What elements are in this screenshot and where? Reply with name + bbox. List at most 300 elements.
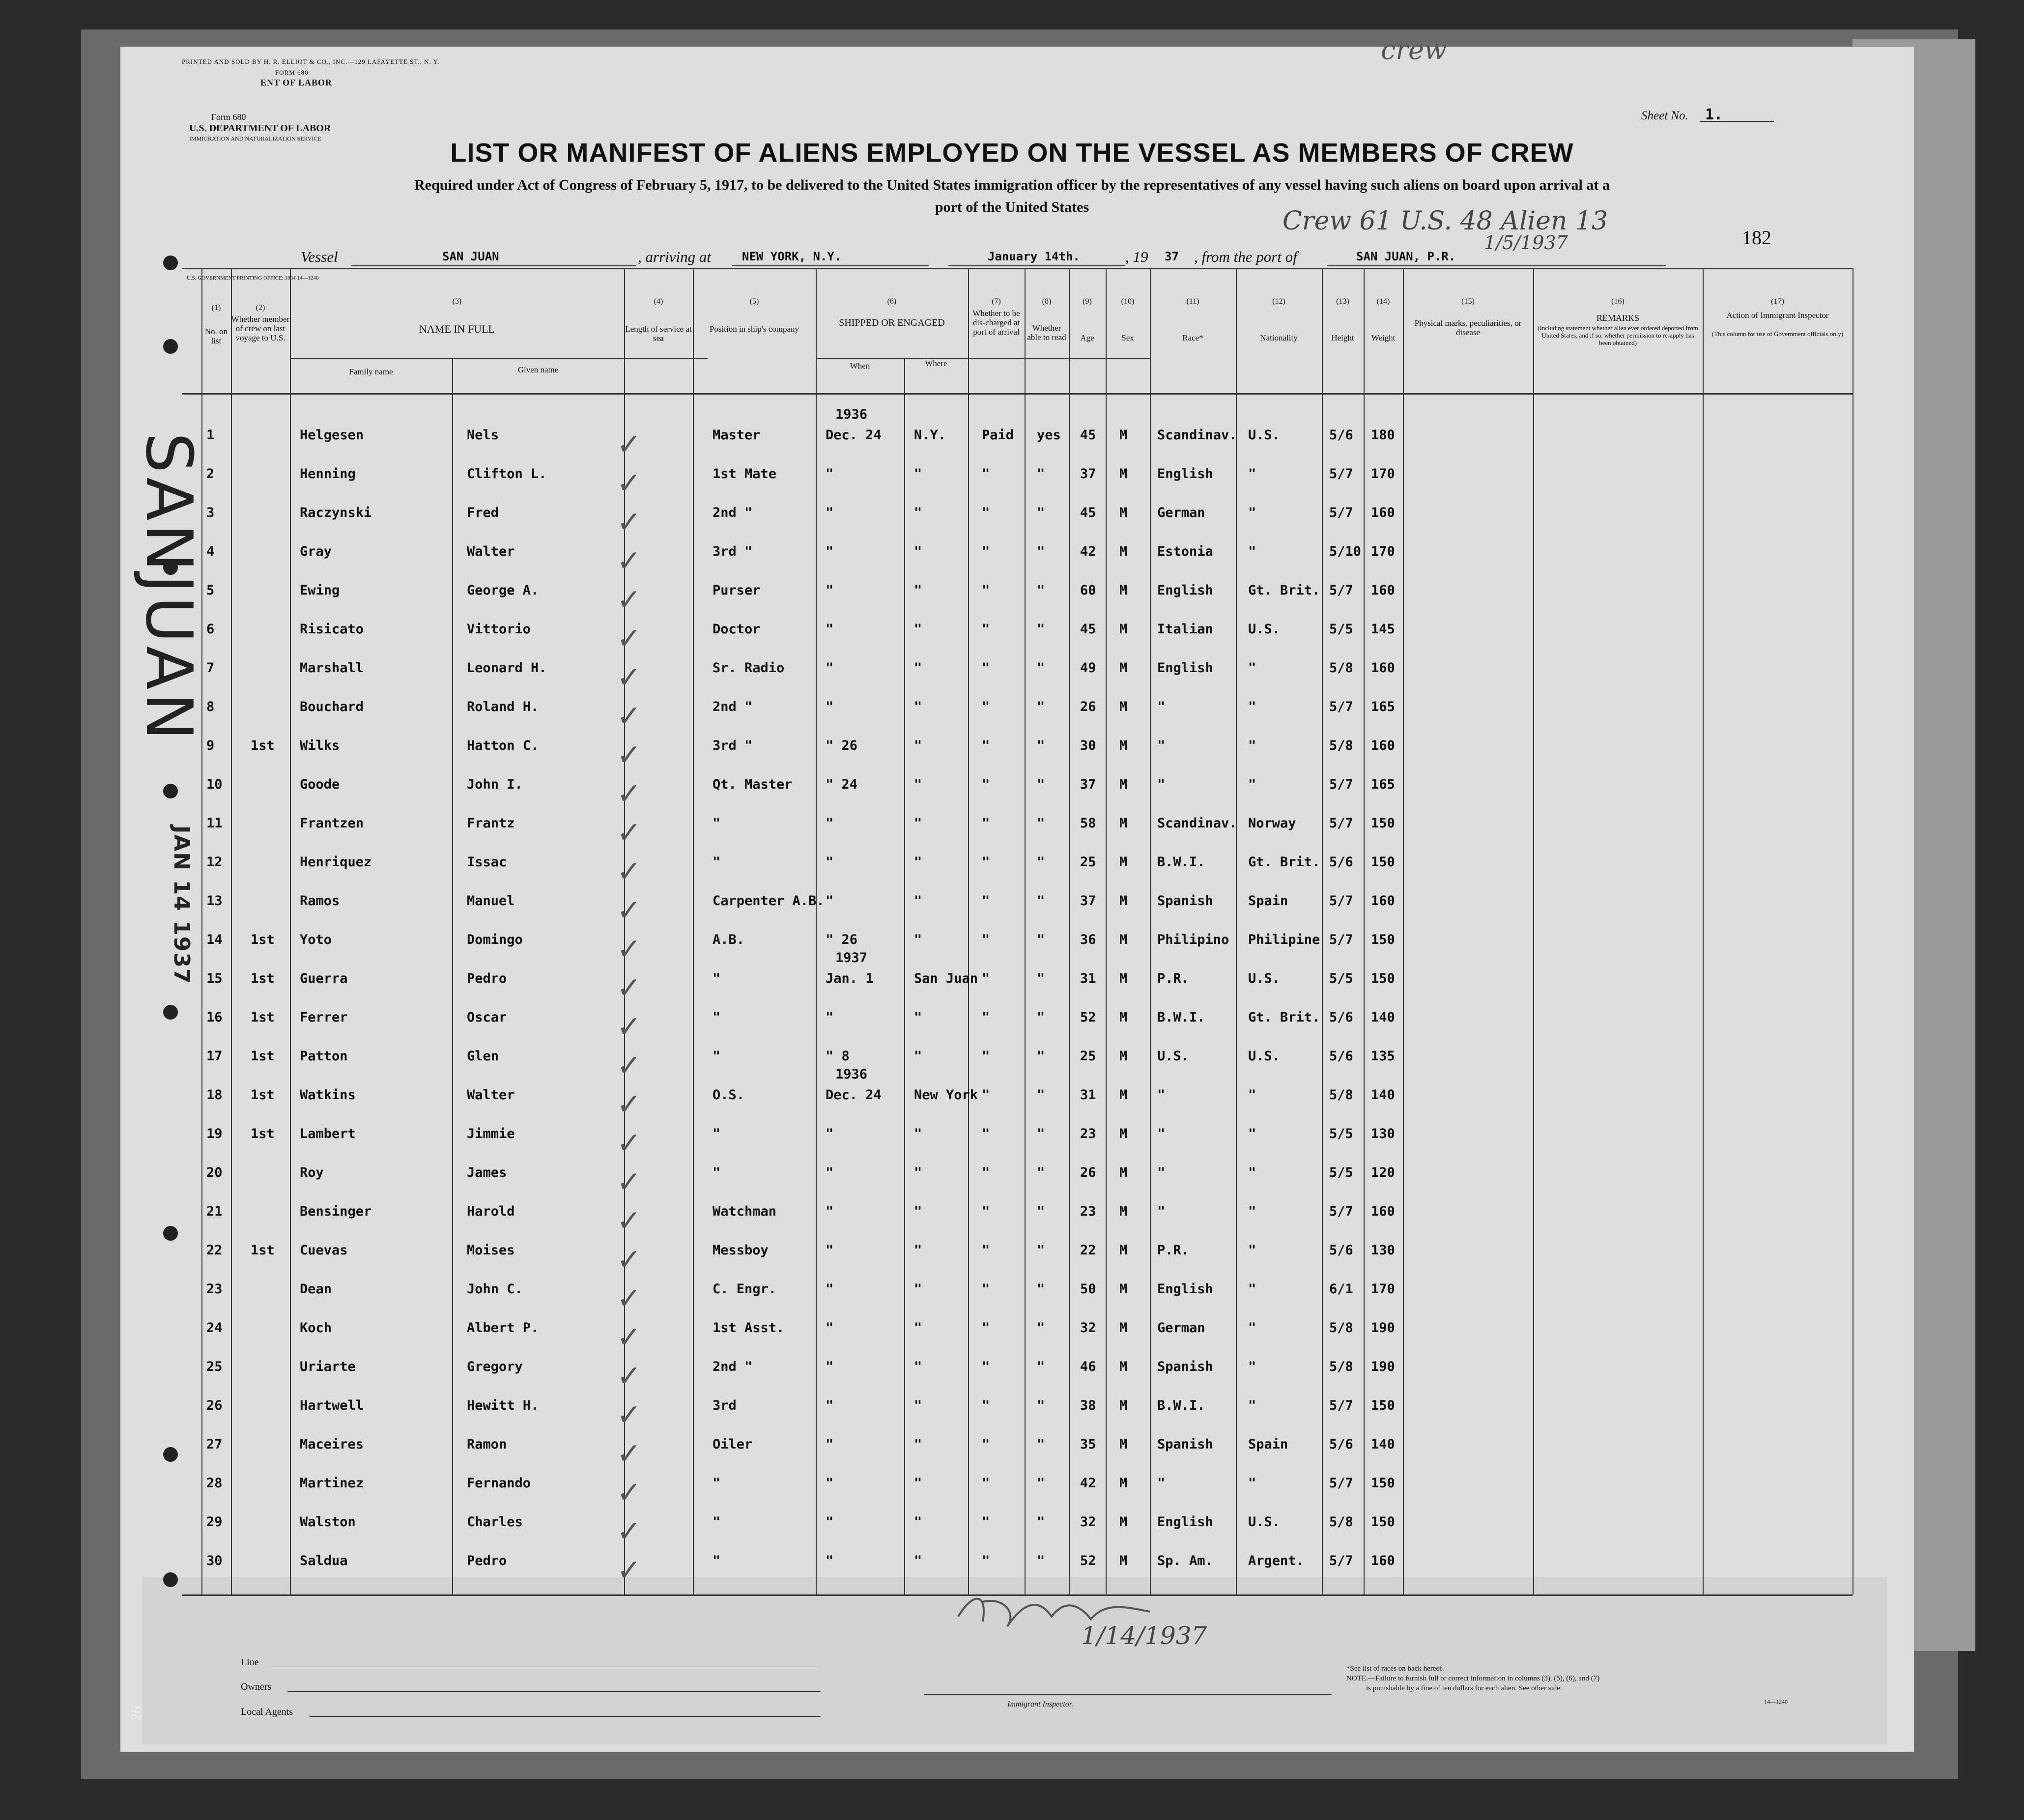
cell-race: P.R.	[1157, 1243, 1190, 1258]
cell-position: 3rd	[713, 1398, 737, 1413]
cell-when: Dec. 24	[826, 1087, 882, 1103]
table-row	[0, 1194, 2024, 1238]
col-num-10: (10)	[1121, 297, 1135, 306]
footer-form-number: 14—1240	[1764, 1698, 1788, 1705]
cell-sex: M	[1119, 1010, 1128, 1025]
table-row	[0, 922, 2024, 967]
cell-able-to-read: "	[1037, 1514, 1045, 1530]
cell-position: 2nd "	[713, 505, 753, 520]
cell-height: 5/8	[1329, 738, 1353, 753]
cell-able-to-read: "	[1037, 738, 1045, 753]
checkmark-icon: ✓	[617, 1437, 642, 1471]
checkmark-icon: ✓	[617, 893, 642, 928]
cell-position: Doctor	[713, 622, 761, 637]
cell-where: "	[914, 1476, 922, 1491]
cell-when: "	[826, 816, 834, 831]
cell-nationality: Gt. Brit.	[1248, 854, 1320, 870]
cell-age: 42	[1080, 1476, 1096, 1491]
cell-family-name: Frantzen	[300, 816, 364, 831]
cell-height: 5/7	[1329, 1476, 1353, 1491]
table-row	[0, 1067, 2024, 1122]
checkmark-icon: ✓	[617, 816, 642, 850]
cell-position: Master	[713, 427, 761, 443]
table-row	[0, 495, 2024, 540]
footer-line-label: Line	[241, 1657, 259, 1668]
cell-able-to-read: "	[1037, 816, 1045, 831]
cell-weight: 165	[1371, 777, 1395, 792]
cell-when: "	[826, 1126, 834, 1141]
cell-family-name: Ewing	[300, 583, 340, 598]
cell-family-name: Saldua	[300, 1553, 348, 1568]
printer-credit: PRINTED AND SOLD BY H. R. ELLIOT & CO., INC.—129 LAFAYETTE ST., N. Y.	[182, 58, 440, 65]
cell-able-to-read: "	[1037, 1204, 1045, 1219]
cell-age: 42	[1080, 544, 1096, 559]
cell-when-year: 1936	[835, 407, 868, 422]
cell-when: "	[826, 1476, 834, 1491]
table-row	[0, 1233, 2024, 1277]
cell-discharged: "	[982, 466, 990, 482]
table-row	[0, 950, 2024, 1005]
cell-nationality: "	[1248, 1320, 1256, 1336]
cell-position: Sr. Radio	[713, 660, 785, 676]
footer-local-agents-label: Local Agents	[241, 1706, 293, 1717]
cell-given-name: Hatton C.	[467, 738, 539, 753]
cell-no: 19	[206, 1126, 223, 1141]
cell-race: Estonia	[1157, 544, 1213, 559]
cell-family-name: Risicato	[300, 622, 364, 637]
cell-sex: M	[1119, 1165, 1128, 1180]
cell-family-name: Raczynski	[300, 505, 372, 520]
cell-where: "	[914, 1049, 922, 1064]
cell-age: 23	[1080, 1204, 1096, 1219]
cell-family-name: Roy	[300, 1165, 324, 1180]
cell-position: "	[713, 1165, 721, 1180]
cell-height: 5/7	[1329, 466, 1353, 482]
cell-position: 3rd "	[713, 544, 753, 559]
cell-age: 36	[1080, 932, 1096, 947]
header-able-to-read: Whether able to read	[1027, 323, 1066, 342]
cell-where: "	[914, 1514, 922, 1530]
cell-given-name: Moises	[467, 1243, 515, 1258]
cell-where: "	[914, 699, 922, 714]
page-title: LIST OR MANIFEST OF ALIENS EMPLOYED ON THE VESSEL AS MEMBERS OF CREW	[450, 138, 1574, 168]
cell-no: 13	[206, 893, 223, 909]
cell-race: Spanish	[1157, 1359, 1213, 1374]
cell-age: 26	[1080, 1165, 1096, 1180]
cell-when: "	[826, 1553, 834, 1568]
cell-where: "	[914, 660, 922, 676]
cell-last-voyage: 1st	[251, 1243, 275, 1258]
cell-discharged: "	[982, 971, 990, 986]
cell-sex: M	[1119, 971, 1128, 986]
cell-race: English	[1157, 1281, 1213, 1297]
cell-sex: M	[1119, 816, 1128, 831]
cell-weight: 160	[1371, 583, 1395, 598]
col-num-8: (8)	[1042, 297, 1052, 306]
cell-no: 16	[206, 1010, 223, 1025]
cell-discharged: Paid	[982, 427, 1014, 443]
cell-race: "	[1157, 1126, 1166, 1141]
header-weight: Weight	[1371, 333, 1396, 342]
cell-where: "	[914, 1320, 922, 1336]
cell-where: San Juan	[914, 971, 978, 986]
cell-when: "	[826, 1398, 834, 1413]
cell-last-voyage: 1st	[251, 1049, 275, 1064]
sheet-label: Sheet No.	[1641, 109, 1688, 122]
header-nationality: Nationality	[1260, 333, 1298, 342]
checkmark-icon: ✓	[617, 1049, 642, 1083]
cell-height: 5/10	[1329, 544, 1362, 559]
cell-position: C. Engr.	[713, 1281, 777, 1297]
cell-when: "	[826, 622, 834, 637]
footer-inspector-label: Immigrant Inspector.	[1007, 1700, 1074, 1708]
header-sex: Sex	[1121, 333, 1134, 342]
cell-family-name: Goode	[300, 777, 340, 792]
cell-sex: M	[1119, 505, 1128, 520]
cell-family-name: Cuevas	[300, 1243, 348, 1258]
cell-sex: M	[1119, 1514, 1128, 1530]
cell-able-to-read: "	[1037, 544, 1045, 559]
checkmark-icon: ✓	[617, 854, 642, 889]
cell-family-name: Lambert	[300, 1126, 356, 1141]
cell-last-voyage: 1st	[251, 971, 275, 986]
cell-weight: 130	[1371, 1126, 1395, 1141]
cell-discharged: "	[982, 893, 990, 909]
cell-discharged: "	[982, 1087, 990, 1103]
cell-nationality: U.S.	[1248, 622, 1281, 637]
table-row	[0, 1272, 2024, 1316]
cell-position: "	[713, 1010, 721, 1025]
checkmark-icon: ✓	[617, 466, 642, 501]
cell-age: 50	[1080, 1281, 1096, 1297]
cell-height: 5/8	[1329, 1359, 1353, 1374]
cell-given-name: Manuel	[467, 893, 515, 909]
cell-weight: 150	[1371, 854, 1395, 870]
form-number-small: FORM 680	[275, 69, 309, 76]
cell-nationality: "	[1248, 1243, 1256, 1258]
cell-able-to-read: "	[1037, 505, 1045, 520]
cell-race: B.W.I.	[1157, 1398, 1205, 1413]
cell-height: 5/6	[1329, 427, 1353, 443]
cell-race: B.W.I.	[1157, 854, 1205, 870]
arrival-year: 37	[1165, 250, 1179, 263]
table-row	[0, 407, 2024, 462]
cell-where: "	[914, 505, 922, 520]
cell-weight: 150	[1371, 1514, 1395, 1530]
cell-weight: 160	[1371, 893, 1395, 909]
cell-age: 25	[1080, 854, 1096, 870]
cell-no: 15	[206, 971, 223, 986]
cell-given-name: Clifton L.	[467, 466, 547, 482]
cell-last-voyage: 1st	[251, 1010, 275, 1025]
arriving-label: , arriving at	[638, 248, 711, 265]
margin-number: 26	[128, 1706, 144, 1721]
table-row	[0, 1155, 2024, 1199]
cell-sex: M	[1119, 1243, 1128, 1258]
cell-when: "	[826, 1281, 834, 1297]
cell-discharged: "	[982, 1165, 990, 1180]
cell-race: Scandinav.	[1157, 427, 1237, 443]
cell-sex: M	[1119, 1359, 1128, 1374]
cell-nationality: Spain	[1248, 1437, 1288, 1452]
cell-nationality: Gt. Brit.	[1248, 583, 1320, 598]
cell-when: "	[826, 1320, 834, 1336]
cell-discharged: "	[982, 932, 990, 947]
cell-when-year: 1936	[835, 1067, 868, 1082]
col-num-5: (5)	[749, 297, 759, 306]
cell-when: "	[826, 1165, 834, 1180]
cell-age: 35	[1080, 1437, 1096, 1452]
cell-weight: 190	[1371, 1320, 1395, 1336]
cell-discharged: "	[982, 660, 990, 676]
cell-last-voyage: 1st	[251, 738, 275, 753]
cell-position: Purser	[713, 583, 761, 598]
cell-family-name: Guerra	[300, 971, 348, 986]
cell-nationality: Norway	[1248, 816, 1296, 831]
cell-weight: 170	[1371, 1281, 1395, 1297]
cell-where: "	[914, 893, 922, 909]
cell-race: English	[1157, 466, 1213, 482]
cell-nationality: U.S.	[1248, 1514, 1281, 1530]
cell-nationality: "	[1248, 1281, 1256, 1297]
cell-age: 26	[1080, 699, 1096, 714]
cell-height: 5/6	[1329, 1437, 1353, 1452]
cell-age: 45	[1080, 505, 1096, 520]
header-physical-marks: Physical marks, peculiarities, or disease	[1414, 318, 1522, 337]
cell-height: 5/5	[1329, 1165, 1353, 1180]
cell-race: B.W.I.	[1157, 1010, 1205, 1025]
department: U.S. DEPARTMENT OF LABOR	[189, 123, 331, 134]
cell-discharged: "	[982, 854, 990, 870]
crew-count-date: 1/5/1937	[1484, 232, 1568, 254]
vessel-name: SAN JUAN	[442, 250, 499, 263]
cell-race: Scandinav.	[1157, 816, 1237, 831]
table-row	[0, 1505, 2024, 1549]
cell-able-to-read: "	[1037, 1087, 1045, 1103]
header-given-name: Given name	[517, 365, 559, 374]
cell-race: U.S.	[1157, 1049, 1190, 1064]
table-row	[0, 534, 2024, 578]
date-stamp: JAN 14 1937	[169, 825, 194, 985]
cell-sex: M	[1119, 854, 1128, 870]
table-row	[0, 1427, 2024, 1471]
cell-sex: M	[1119, 1204, 1128, 1219]
footer-note-1: *See list of races on back hereof.	[1346, 1665, 1444, 1673]
cell-family-name: Yoto	[300, 932, 332, 947]
cell-height: 5/7	[1329, 777, 1353, 792]
cell-no: 12	[206, 854, 223, 870]
cell-sex: M	[1119, 427, 1128, 443]
cell-sex: M	[1119, 1476, 1128, 1491]
cell-no: 6	[206, 622, 215, 637]
cell-height: 5/6	[1329, 1243, 1353, 1258]
cell-sex: M	[1119, 893, 1128, 909]
gpo-line: U.S. GOVERNMENT PRINTING OFFICE: 1934 14—1240	[187, 275, 319, 281]
table-row	[0, 1349, 2024, 1393]
cell-no: 5	[206, 583, 215, 598]
cell-when: "	[826, 1514, 834, 1530]
cell-weight: 160	[1371, 505, 1395, 520]
cell-family-name: Watkins	[300, 1087, 356, 1103]
cell-age: 45	[1080, 427, 1096, 443]
cell-no: 11	[206, 816, 223, 831]
cell-given-name: Roland H.	[467, 699, 539, 714]
cell-discharged: "	[982, 738, 990, 753]
checkmark-icon: ✓	[617, 738, 642, 772]
year-prefix: , 19	[1125, 248, 1148, 265]
cell-given-name: Glen	[467, 1049, 499, 1064]
footer-note-3: is punishable by a fine of ten dollars for each alien. See other side.	[1366, 1684, 1562, 1692]
cell-where: "	[914, 738, 922, 753]
table-row	[0, 456, 2024, 501]
cell-family-name: Hartwell	[300, 1398, 364, 1413]
cell-position: Messboy	[713, 1243, 769, 1258]
cell-weight: 150	[1371, 932, 1395, 947]
cell-nationality: "	[1248, 1204, 1256, 1219]
cell-able-to-read: "	[1037, 1281, 1045, 1297]
cell-given-name: Oscar	[467, 1010, 507, 1025]
cell-given-name: Ramon	[467, 1437, 507, 1452]
cell-sex: M	[1119, 777, 1128, 792]
cell-family-name: Wilks	[300, 738, 340, 753]
cell-nationality: "	[1248, 738, 1256, 753]
cell-where: "	[914, 1398, 922, 1413]
cell-discharged: "	[982, 1281, 990, 1297]
required-line-2: port of the United States	[935, 199, 1089, 215]
cell-family-name: Koch	[300, 1320, 332, 1336]
col-num-17: (17)	[1771, 297, 1784, 306]
cell-where: "	[914, 1243, 922, 1258]
cell-no: 10	[206, 777, 223, 792]
cell-given-name: Fernando	[467, 1476, 531, 1491]
cell-nationality: "	[1248, 1165, 1256, 1180]
cell-nationality: "	[1248, 1359, 1256, 1374]
header-position: Position in ship's company	[709, 324, 799, 334]
cell-race: "	[1157, 1476, 1166, 1491]
dept-fragment: ENT OF LABOR	[260, 78, 333, 87]
cell-family-name: Uriarte	[300, 1359, 356, 1374]
cell-weight: 160	[1371, 660, 1395, 676]
cell-nationality: "	[1248, 1398, 1256, 1413]
checkmark-icon: ✓	[617, 1359, 642, 1393]
cell-race: "	[1157, 699, 1166, 714]
cell-nationality: "	[1248, 505, 1256, 520]
table-row	[0, 612, 2024, 656]
cell-no: 24	[206, 1320, 223, 1336]
cell-sex: M	[1119, 1398, 1128, 1413]
cell-discharged: "	[982, 622, 990, 637]
cell-no: 14	[206, 932, 223, 947]
cell-given-name: John C.	[467, 1281, 523, 1297]
punch-hole	[163, 339, 178, 354]
cell-race: P.R.	[1157, 971, 1190, 986]
cell-height: 5/7	[1329, 893, 1353, 909]
cell-height: 5/8	[1329, 660, 1353, 676]
cell-family-name: Ferrer	[300, 1010, 348, 1025]
sheet-number: 1.	[1705, 106, 1723, 123]
cell-sex: M	[1119, 1320, 1128, 1336]
cell-able-to-read: "	[1037, 1010, 1045, 1025]
cell-age: 22	[1080, 1243, 1096, 1258]
vessel-label: Vessel	[301, 248, 338, 265]
cell-discharged: "	[982, 1126, 990, 1141]
cell-height: 5/7	[1329, 932, 1353, 947]
col-num-3: (3)	[452, 297, 462, 306]
cell-height: 5/5	[1329, 971, 1353, 986]
cell-able-to-read: "	[1037, 1126, 1045, 1141]
cell-able-to-read: "	[1037, 1437, 1045, 1452]
cell-able-to-read: "	[1037, 1553, 1045, 1568]
cell-when: " 26	[826, 738, 858, 753]
cell-sex: M	[1119, 622, 1128, 637]
cell-height: 5/7	[1329, 505, 1353, 520]
cell-where: "	[914, 1010, 922, 1025]
header-remarks-note: (Including statement whether alien ever ordered deported from United States, and if so, whether permission to re-apply has been obtained)	[1538, 324, 1698, 346]
cell-able-to-read: "	[1037, 660, 1045, 676]
cell-when: "	[826, 1359, 834, 1374]
cell-discharged: "	[982, 816, 990, 831]
cell-age: 37	[1080, 466, 1096, 482]
from-port: SAN JUAN, P.R.	[1356, 250, 1456, 263]
cell-nationality: Philipine	[1248, 932, 1320, 947]
cell-discharged: "	[982, 1398, 990, 1413]
cell-when: "	[826, 699, 834, 714]
checkmark-icon: ✓	[617, 932, 642, 967]
header-age: Age	[1080, 333, 1094, 342]
table-row	[0, 1116, 2024, 1161]
cell-height: 5/7	[1329, 1398, 1353, 1413]
cell-nationality: Spain	[1248, 893, 1288, 909]
cell-age: 52	[1080, 1010, 1096, 1025]
cell-sex: M	[1119, 1281, 1128, 1297]
cell-given-name: Pedro	[467, 971, 507, 986]
col-num-15: (15)	[1461, 297, 1475, 306]
cell-where: "	[914, 466, 922, 482]
cell-discharged: "	[982, 1359, 990, 1374]
cell-able-to-read: "	[1037, 971, 1045, 986]
cell-no: 28	[206, 1476, 223, 1491]
cell-no: 4	[206, 544, 215, 559]
cell-weight: 190	[1371, 1359, 1395, 1374]
cell-family-name: Henriquez	[300, 854, 372, 870]
header-name-in-full: NAME IN FULL	[419, 323, 495, 335]
cell-race: "	[1157, 1204, 1166, 1219]
cell-given-name: Albert P.	[467, 1320, 539, 1336]
cell-race: English	[1157, 583, 1213, 598]
cell-height: 5/6	[1329, 1010, 1353, 1025]
cell-sex: M	[1119, 466, 1128, 482]
cell-discharged: "	[982, 544, 990, 559]
cell-position: 3rd "	[713, 738, 753, 753]
col-num-16: (16)	[1611, 297, 1625, 306]
cell-race: "	[1157, 777, 1166, 792]
cell-weight: 160	[1371, 1204, 1395, 1219]
signature-date: 1/14/1937	[1081, 1621, 1207, 1650]
cell-when: "	[826, 1010, 834, 1025]
cell-no: 25	[206, 1359, 223, 1374]
cell-weight: 120	[1371, 1165, 1395, 1180]
cell-age: 31	[1080, 971, 1096, 986]
checkmark-icon: ✓	[617, 660, 642, 695]
cell-able-to-read: "	[1037, 1476, 1045, 1491]
cell-weight: 150	[1371, 1476, 1395, 1491]
cell-able-to-read: "	[1037, 893, 1045, 909]
crew-count-note: Crew 61 U.S. 48 Alien 13	[1283, 206, 1608, 236]
cell-position: "	[713, 1126, 721, 1141]
cell-position: Watchman	[713, 1204, 777, 1219]
cell-position: A.B.	[713, 932, 745, 947]
checkmark-icon: ✓	[617, 1398, 642, 1432]
